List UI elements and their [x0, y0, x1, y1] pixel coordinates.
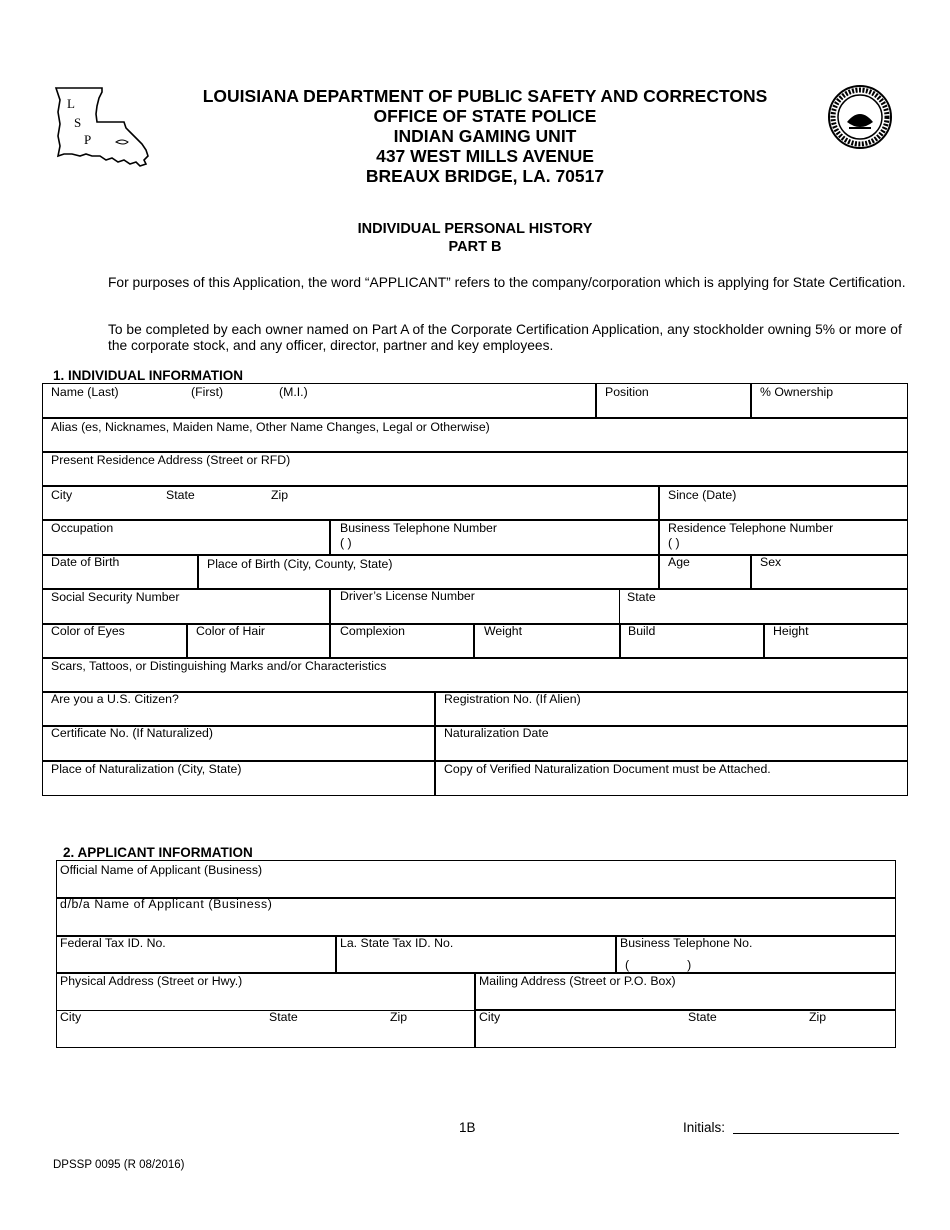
header-line-3: INDIAN GAMING UNIT	[393, 126, 577, 146]
complexion-label: Complexion	[340, 624, 405, 638]
physical-state-label: State	[269, 1010, 298, 1024]
applicant-information-table	[57, 861, 896, 1049]
physical-city-label: City	[60, 1010, 82, 1024]
alias-label: Alias (es, Nicknames, Maiden Name, Other Name Changes, Legal or Otherwise)	[51, 420, 490, 434]
position-field[interactable]	[596, 383, 751, 418]
agency-header	[150, 86, 820, 186]
applicant-business-phone-field[interactable]	[616, 936, 896, 973]
ownership-field[interactable]	[751, 383, 908, 418]
weight-field[interactable]	[474, 624, 620, 658]
eye-color-field[interactable]	[42, 624, 187, 658]
naturalization-document-note	[435, 761, 908, 796]
city-label: City	[51, 488, 73, 502]
logo-letter-p: P	[84, 132, 92, 147]
state-label: State	[166, 488, 195, 502]
name-first-label: (First)	[191, 385, 224, 399]
weight-label: Weight	[484, 624, 523, 638]
residence-phone-area-code: ( )	[668, 536, 680, 550]
section-1-heading: 1. INDIVIDUAL INFORMATION	[53, 368, 244, 383]
complexion-field[interactable]	[330, 624, 474, 658]
height-field[interactable]	[764, 624, 908, 658]
federal-tax-id-field[interactable]	[56, 936, 336, 973]
zip-label: Zip	[271, 488, 289, 502]
ssn-field[interactable]	[42, 589, 330, 624]
seal-icon	[827, 84, 893, 150]
hair-color-label: Color of Hair	[196, 624, 266, 638]
form-number: DPSSP 0095 (R 08/2016)	[53, 1159, 185, 1171]
citizen-label: Are you a U.S. Citizen?	[51, 692, 179, 706]
state-seal	[827, 84, 893, 150]
residence-field[interactable]	[42, 452, 908, 486]
name-last-label: Name (Last)	[51, 385, 119, 399]
alias-field[interactable]	[42, 418, 908, 452]
initials-label: Initials:	[683, 1120, 726, 1135]
ownership-label: % Ownership	[760, 385, 834, 399]
state-tax-id-field[interactable]	[336, 936, 616, 973]
mailing-city-state-zip-field[interactable]	[475, 1010, 896, 1048]
build-field[interactable]	[620, 624, 764, 658]
mailing-address-label: Mailing Address (Street or P.O. Box)	[479, 974, 676, 988]
applicant-business-phone-label: Business Telephone No.	[620, 936, 753, 950]
naturalization-date-label: Naturalization Date	[444, 726, 549, 740]
official-name-field[interactable]	[56, 860, 896, 898]
scars-marks-label: Scars, Tattoos, or Distinguishing Marks and/or Characteristics	[51, 659, 387, 673]
physical-zip-label: Zip	[390, 1010, 408, 1024]
hair-color-field[interactable]	[187, 624, 330, 658]
residence-label: Present Residence Address (Street or RFD)	[51, 453, 291, 467]
sex-label: Sex	[760, 555, 782, 569]
drivers-license-label: Driver’s License Number	[340, 589, 475, 603]
naturalization-place-label: Place of Naturalization (City, State)	[51, 762, 242, 776]
mailing-city-label: City	[479, 1010, 501, 1024]
mailing-zip-label: Zip	[809, 1010, 827, 1024]
age-label: Age	[668, 555, 690, 569]
dob-label: Date of Birth	[51, 555, 120, 569]
since-date-field[interactable]	[659, 486, 908, 520]
name-mi-label: (M.I.)	[279, 385, 308, 399]
page-number: 1B	[459, 1120, 476, 1135]
dl-state-field[interactable]	[620, 589, 908, 624]
form-title	[150, 220, 800, 256]
eye-color-label: Color of Eyes	[51, 624, 125, 638]
header-line-2: OFFICE OF STATE POLICE	[373, 106, 597, 126]
since-label: Since (Date)	[668, 488, 737, 502]
naturalization-place-field[interactable]	[42, 761, 435, 796]
registration-field[interactable]	[435, 692, 908, 726]
header-line-5: BREAUX BRIDGE, LA. 70517	[365, 166, 605, 186]
logo-letter-l: L	[67, 96, 75, 111]
pob-field[interactable]	[198, 555, 659, 589]
lsp-logo	[52, 84, 152, 170]
build-label: Build	[628, 624, 656, 638]
city-state-zip-field[interactable]	[42, 486, 659, 520]
pob-label: Place of Birth (City, County, State)	[207, 557, 393, 571]
intro-paragraph-2: To be completed by each owner named on Part A of the Corporate Certification Application, any stockholder owning 5% or more of the corporate stock, and any officer, director, partner and key employees.	[108, 322, 902, 353]
physical-city-state-zip-field[interactable]	[56, 1010, 475, 1048]
physical-address-field[interactable]	[56, 973, 475, 1010]
mailing-address-field[interactable]	[475, 973, 896, 1010]
form-title-line-1: INDIVIDUAL PERSONAL HISTORY	[357, 221, 593, 237]
certificate-field[interactable]	[42, 726, 435, 761]
residence-phone-label: Residence Telephone Number	[668, 521, 834, 535]
position-label: Position	[605, 385, 649, 399]
mailing-state-label: State	[688, 1010, 717, 1024]
business-phone-field[interactable]	[330, 520, 659, 555]
scars-marks-field[interactable]	[42, 658, 908, 692]
state-tax-id-label: La. State Tax ID. No.	[340, 936, 454, 950]
ssn-label: Social Security Number	[51, 590, 180, 604]
age-field[interactable]	[659, 555, 751, 589]
intro-paragraph-1: For purposes of this Application, the word “APPLICANT” refers to the company/corporation which is applying for State Certification.	[108, 275, 906, 290]
occupation-label: Occupation	[51, 521, 114, 535]
form-title-line-2: PART B	[448, 239, 502, 255]
business-phone-area-code: ( )	[340, 536, 352, 550]
dob-field[interactable]	[42, 555, 198, 589]
naturalization-document-label: Copy of Verified Naturalization Document must be Attached.	[444, 762, 771, 776]
federal-tax-id-label: Federal Tax ID. No.	[60, 936, 166, 950]
header-line-1: LOUISIANA DEPARTMENT OF PUBLIC SAFETY AND CORRECTONS	[202, 86, 768, 106]
name-field[interactable]	[42, 383, 596, 418]
residence-phone-field[interactable]	[659, 520, 908, 555]
dl-state-label: State	[627, 590, 656, 604]
section-2-heading: 2. APPLICANT INFORMATION	[63, 845, 253, 860]
sex-field[interactable]	[751, 555, 908, 589]
dba-name-label: d/b/a Name of Applicant (Business)	[60, 897, 273, 911]
logo-letter-s: S	[74, 115, 82, 130]
initials-line[interactable]	[733, 1133, 899, 1134]
certificate-label: Certificate No. (If Naturalized)	[51, 726, 213, 740]
citizen-field[interactable]	[42, 692, 435, 726]
height-label: Height	[773, 624, 809, 638]
header-line-4: 437 WEST MILLS AVENUE	[376, 146, 594, 166]
registration-label: Registration No. (If Alien)	[444, 692, 581, 706]
individual-information-table	[43, 384, 908, 796]
naturalization-date-field[interactable]	[435, 726, 908, 761]
drivers-license-field[interactable]	[330, 589, 620, 624]
applicant-phone-area-code: ( )	[625, 958, 692, 972]
official-name-label: Official Name of Applicant (Business)	[60, 863, 263, 877]
business-phone-label: Business Telephone Number	[340, 521, 497, 535]
occupation-field[interactable]	[42, 520, 330, 555]
physical-address-label: Physical Address (Street or Hwy.)	[60, 974, 243, 988]
dba-name-field[interactable]	[56, 898, 896, 936]
